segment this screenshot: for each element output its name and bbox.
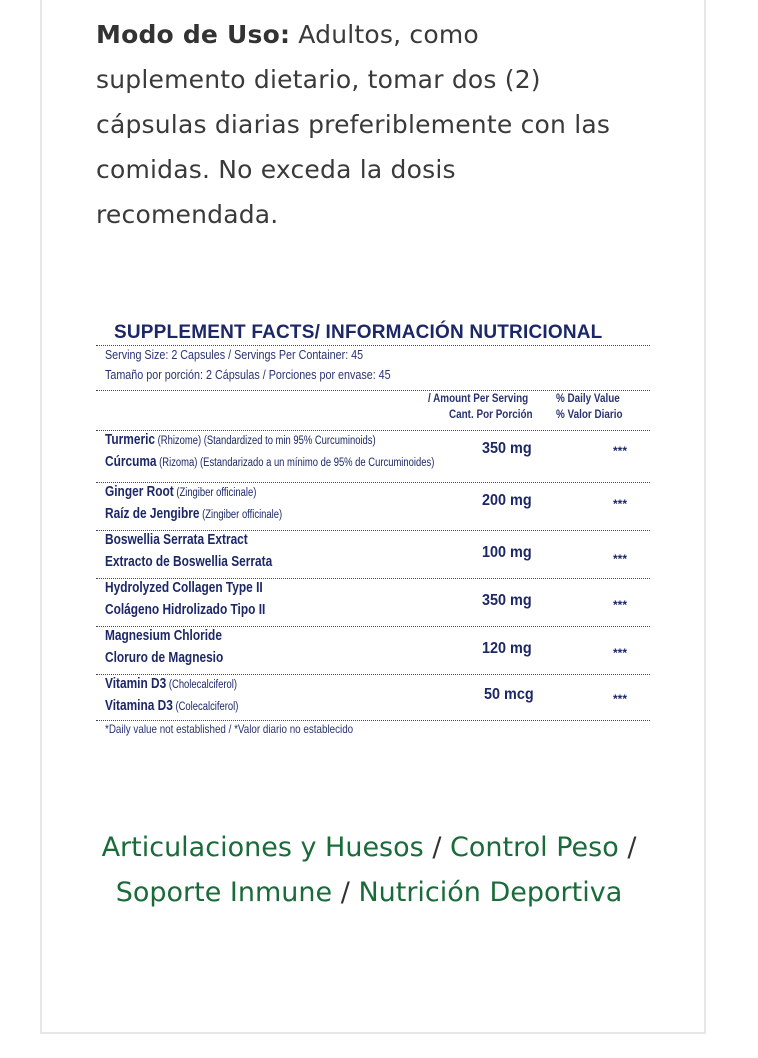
category-link-nutricion-deportiva[interactable]: Nutrición Deportiva bbox=[358, 877, 623, 908]
nutrient-name-es: Raíz de Jengibre (Zingiber officinale) bbox=[105, 506, 283, 522]
divider bbox=[96, 578, 650, 579]
usage-instructions bbox=[96, 12, 636, 237]
nutrient-amount: 350 mg bbox=[482, 592, 532, 609]
category-link-articulaciones[interactable]: Articulaciones y Huesos bbox=[101, 832, 424, 863]
nutrient-name-en: Magnesium Chloride bbox=[105, 628, 222, 644]
divider bbox=[96, 626, 650, 627]
nutrient-amount: 120 mg bbox=[482, 640, 532, 657]
nutrient-name-en: Ginger Root (Zingiber officinale) bbox=[105, 484, 257, 500]
nutrient-name-es: Cúrcuma (Rizoma) (Estandarizado a un mínimo de 95% de Curcuminoides) bbox=[105, 454, 435, 470]
column-amount-en: / Amount Per Serving bbox=[428, 393, 529, 405]
nutrient-daily-value: *** bbox=[613, 497, 628, 511]
nutrient-daily-value: *** bbox=[613, 692, 628, 706]
facts-title: SUPPLEMENT FACTS/ INFORMACIÓN NUTRICIONAL bbox=[114, 322, 603, 343]
nutrient-name-en: Vitamin D3 (Cholecalciferol) bbox=[105, 676, 237, 692]
column-dv-es: % Valor Diario bbox=[556, 409, 623, 421]
divider bbox=[96, 720, 650, 721]
nutrient-name-en: Boswellia Serrata Extract bbox=[105, 532, 248, 548]
divider bbox=[96, 530, 650, 531]
category-separator: / bbox=[340, 877, 350, 908]
nutrient-name-es: Cloruro de Magnesio bbox=[105, 650, 224, 666]
nutrient-amount: 350 mg bbox=[482, 440, 532, 457]
nutrient-daily-value: *** bbox=[613, 552, 628, 566]
divider bbox=[96, 345, 650, 346]
serving-size-es: Tamaño por porción: 2 Cápsulas / Porciones por envase: 45 bbox=[105, 368, 391, 382]
usage-text: Adultos, como suplemento dietario, tomar dos (2) cápsulas diarias preferiblemente con las comidas. No exceda la dosis recomendada. bbox=[96, 20, 611, 229]
category-separator: / bbox=[627, 832, 637, 863]
nutrient-name-es: Vitamina D3 (Colecalciferol) bbox=[105, 698, 239, 714]
nutrient-name-es: Extracto de Boswellia Serrata bbox=[105, 554, 273, 570]
nutrient-daily-value: *** bbox=[613, 444, 628, 458]
category-link-control-peso[interactable]: Control Peso bbox=[450, 832, 619, 863]
facts-footnote: *Daily value not established / *Valor diario no establecido bbox=[105, 722, 354, 736]
serving-size-en: Serving Size: 2 Capsules / Servings Per Container: 45 bbox=[105, 348, 364, 362]
category-separator: / bbox=[432, 832, 442, 863]
nutrient-name-es: Colágeno Hidrolizado Tipo II bbox=[105, 602, 266, 618]
category-link-soporte-inmune[interactable]: Soporte Inmune bbox=[115, 877, 333, 908]
divider bbox=[96, 674, 650, 675]
nutrient-amount: 100 mg bbox=[482, 544, 532, 561]
supplement-facts-panel bbox=[96, 318, 652, 748]
divider bbox=[96, 482, 650, 483]
nutrient-amount: 200 mg bbox=[482, 492, 532, 509]
divider bbox=[96, 390, 650, 391]
column-dv-en: % Daily Value bbox=[556, 393, 620, 405]
nutrient-amount: 50 mcg bbox=[484, 686, 534, 703]
product-categories bbox=[90, 825, 648, 915]
column-amount-es: Cant. Por Porción bbox=[449, 409, 533, 421]
nutrient-name-en: Hydrolyzed Collagen Type II bbox=[105, 580, 263, 596]
nutrient-name-en: Turmeric (Rhizome) (Standardized to min 95% Curcuminoids) bbox=[105, 432, 376, 448]
divider bbox=[96, 430, 650, 431]
usage-label: Modo de Uso: bbox=[96, 20, 291, 49]
nutrient-daily-value: *** bbox=[613, 598, 628, 612]
nutrient-daily-value: *** bbox=[613, 646, 628, 660]
